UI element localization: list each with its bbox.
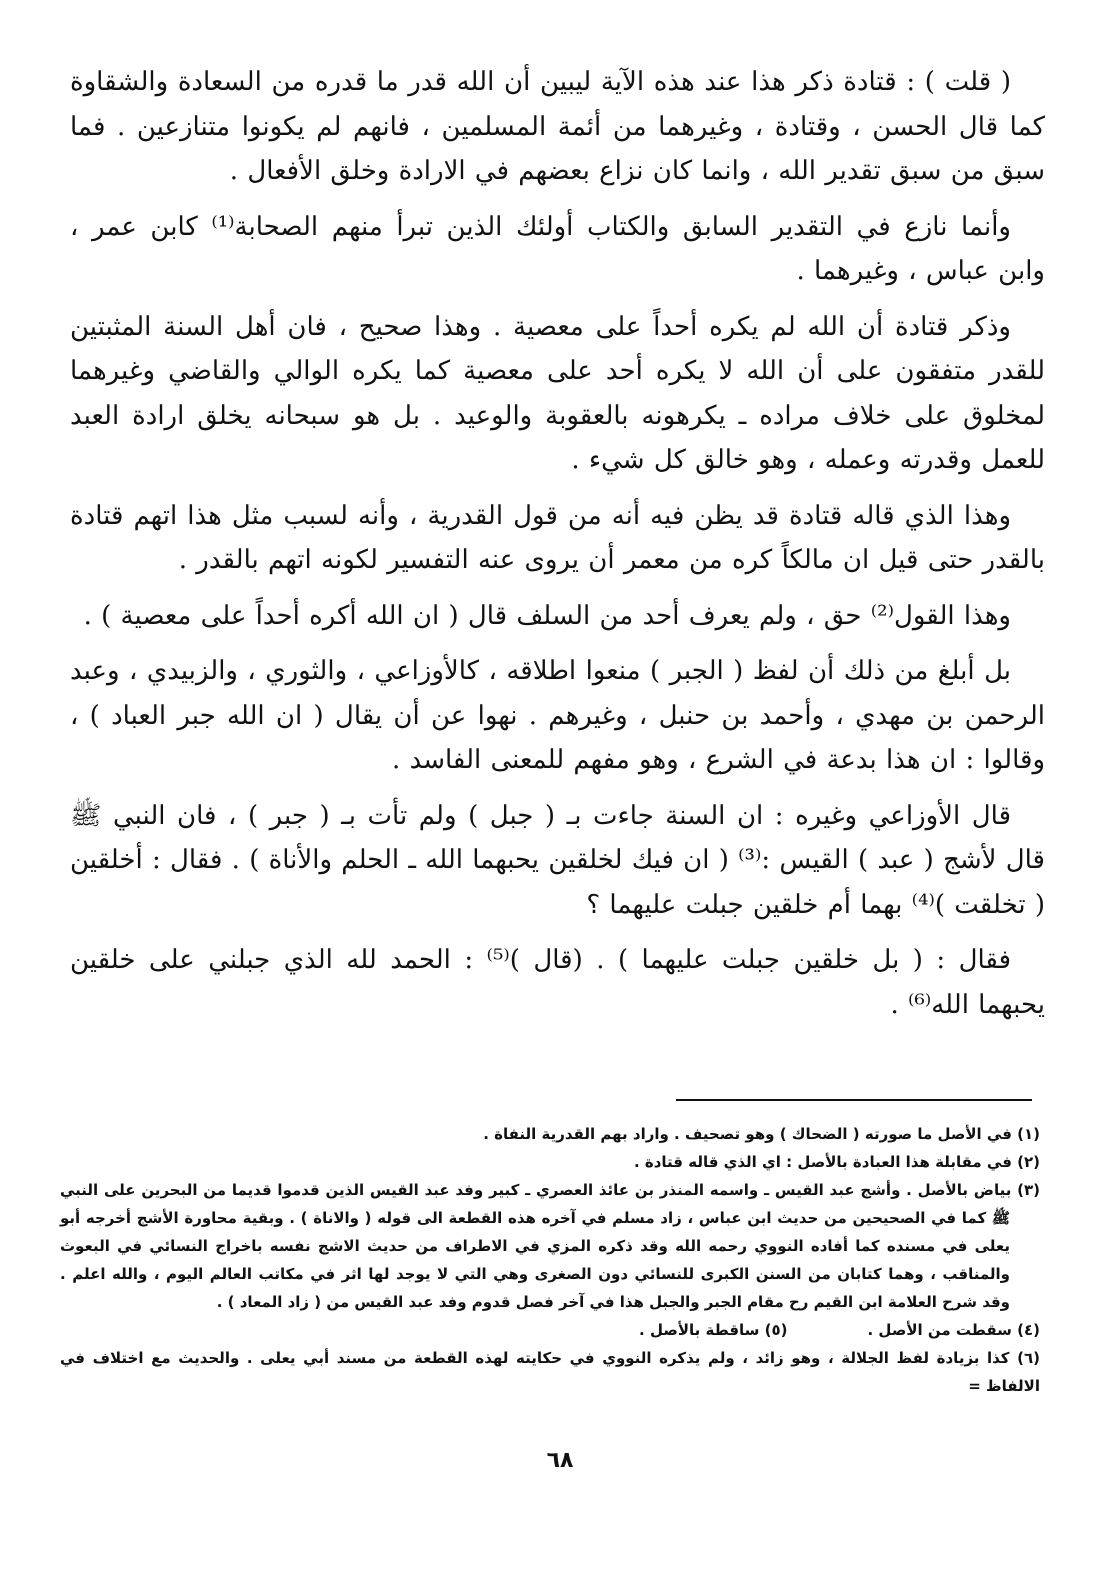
- paragraph-5: وهذا القول⁽²⁾ حق ، ولم يعرف أحد من السلف قال ( ان الله أكره أحداً على معصية ) .: [83, 600, 1011, 631]
- footnote-2: (٢) في مقابلة هذا العبادة بالأصل : اي الذي قاله قتادة .: [633, 1153, 1040, 1171]
- footnote-6: (٦) كذا بزيادة لفظ الجلالة ، وهو زائد ، ولم يذكره النووي في حكايته لهذه القطعة من مسند أبي يعلى . والحديث مع اختلاف في الالفاظ =: [60, 1349, 1040, 1395]
- footnote-5: (٥) ساقطة بالأصل .: [639, 1321, 788, 1339]
- page-number: ٦٨: [546, 1448, 574, 1473]
- main-text: [70, 60, 1045, 1038]
- paragraph-7: قال الأوزاعي وغيره : ان السنة جاءت بـ ( جبل ) ولم تأت بـ ( جبر ) ، فان النبي ﷺ قال لأشج ( عبد ) القيس :⁽³⁾ ( ان فيك لخلقين يحبهما الله ـ الحلم والأناة ) . فقال : أخلقين ( تخلقت )⁽⁴⁾ بهما أم خلقين جبلت عليهما ؟: [70, 800, 1045, 920]
- paragraph-2: وأنما نازع في التقدير السابق والكتاب أولئك الذين تبرأ منهم الصحابة⁽¹⁾ كابن عمر ، وابن عباس ، وغيرهما .: [70, 211, 1045, 286]
- paragraph-1: ( قلت ) : قتادة ذكر هذا عند هذه الآية ليبين أن الله قدر ما قدره من السعادة والشقاوة كما قال الحسن ، وقتادة ، وغيرهما من أئمة المسلمين ، فانهم لم يكونوا متنازعين . فما سبق من سبق تقدير الله ، وانما كان نزاع بعضهم في الارادة وخلق الأفعال .: [70, 67, 1045, 186]
- footnote-3: (٣) بياض بالأصل . وأشج عبد القيس ـ واسمه المنذر بن عائذ العصري ـ كبير وفد عبد القيس الذين قدموا قديما من البحرين على النبي ﷺ كما في الصحيحين من حديث ابن عباس ، زاد مسلم في آخره هذه القطعة الى قوله ( والاناة ) . وبقية محاورة الأشج أخرجه أبو يعلى في مسنده كما أفاده النووي رحمه الله وقد ذكره المزي في الاطراف من حديث الاشج نفسه باخراج النسائي في البعوث والمناقب ، وهما كتابان من السنن الكبرى للنسائي دون الصغرى وهي التي لا يوجد لها اثر في مكاتب العالم اليوم ، والله اعلم . وقد شرح العلامة ابن القيم رح مقام الجبر والجبل هذا في آخر فصل قدوم وفد عبد القيس من ( زاد المعاد ) .: [60, 1181, 1040, 1311]
- footnote-row-4-5: [60, 1316, 1040, 1344]
- footnotes: [60, 1120, 1040, 1400]
- footnote-separator: [676, 1099, 1032, 1101]
- paragraph-4: وهذا الذي قاله قتادة قد يظن فيه أنه من قول القدرية ، وأنه لسبب مثل هذا اتهم قتادة بالقدر حتى قيل ان مالكاً كره من معمر أن يروى عنه التفسير لكونه اتهم بالقدر .: [70, 500, 1045, 575]
- paragraph-3: وذكر قتادة أن الله لم يكره أحداً على معصية . وهذا صحيح ، فان أهل السنة المثبتين للقدر متفقون على أن الله لا يكره أحد على معصية كما يكره الوالي والقاضي وغيرهما لمخلوق على خلاف مراده ـ يكرهونه بالعقوبة والوعيد . بل هو سبحانه يخلق ارادة العبد للعمل وقدرته وعمله ، وهو خالق كل شيء .: [70, 311, 1045, 475]
- paragraph-6: بل أبلغ من ذلك أن لفظ ( الجبر ) منعوا اطلاقه ، كالأوزاعي ، والثوري ، والزبيدي ، وعبد الرحمن بن مهدي ، وأحمد بن حنبل ، وغيرهم . نهوا عن أن يقال ( ان الله جبر العباد ) ، وقالوا : ان هذا بدعة في الشرع ، وهو مفهم للمعنى الفاسد .: [70, 656, 1045, 775]
- footnote-4: (٤) سقطت من الأصل .: [867, 1321, 1040, 1339]
- footnote-1: (١) في الأصل ما صورته ( الضحاك ) وهو تصحيف . واراد بهم القدرية النفاة .: [483, 1125, 1040, 1143]
- paragraph-8: فقال : ( بل خلقين جبلت عليهما ) . (قال )⁽⁵⁾ : الحمد لله الذي جبلني على خلقين يحبهما الله⁽⁶⁾ .: [70, 945, 1045, 1020]
